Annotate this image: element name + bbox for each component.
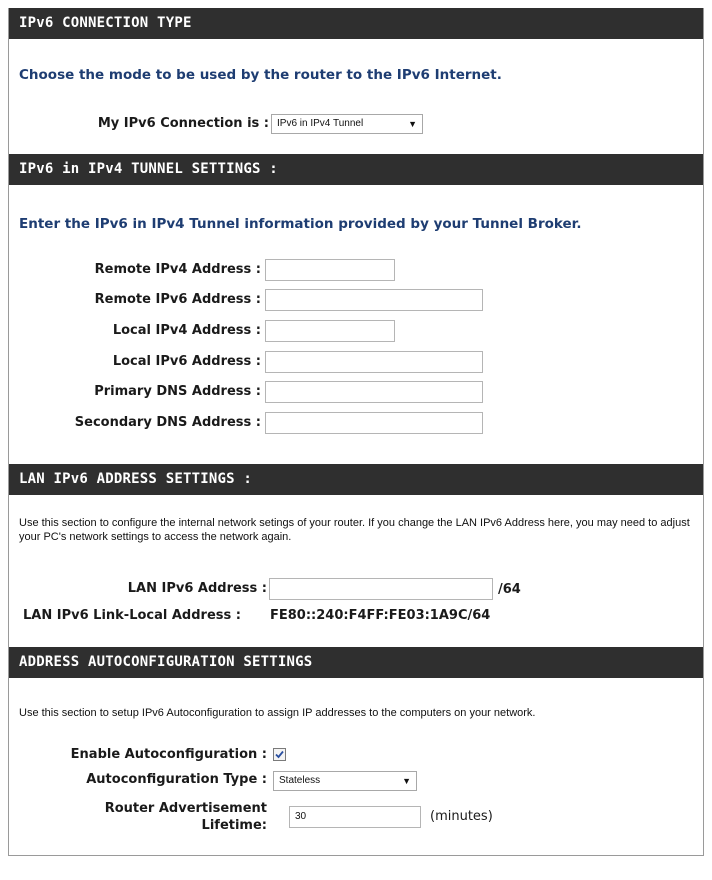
lan-settings-intro: Use this section to configure the internal network setings of your router. If you change the LAN IPv6 Address here, you may need to adjust your PC's network settings to access the network again.	[19, 517, 690, 543]
local-ipv6-input[interactable]	[265, 351, 483, 373]
checkmark-icon	[274, 749, 285, 760]
link-local-row	[9, 604, 703, 630]
lifetime-unit: (minutes)	[430, 809, 493, 824]
tunnel-settings-section	[8, 154, 704, 454]
connection-type-row	[9, 112, 703, 138]
lifetime-label-line2: Lifetime:	[201, 818, 267, 833]
connection-type-header: IPv6 CONNECTION TYPE	[9, 8, 703, 39]
lifetime-label-line1: Router Advertisement	[104, 801, 267, 816]
autoconfig-type-value: Stateless	[279, 775, 321, 786]
connection-type-value: IPv6 in IPv4 Tunnel	[277, 118, 364, 129]
local-ipv6-row	[9, 350, 703, 376]
lan-address-input[interactable]	[269, 578, 493, 600]
remote-ipv6-label: Remote IPv6 Address :	[94, 292, 261, 307]
connection-type-select[interactable]	[271, 114, 423, 134]
primary-dns-label: Primary DNS Address :	[94, 384, 261, 399]
local-ipv4-label: Local IPv4 Address :	[112, 323, 261, 338]
autoconfig-intro: Use this section to setup IPv6 Autoconfiguration to assign IP addresses to the computers on your network.	[19, 707, 536, 719]
local-ipv4-row	[9, 319, 703, 345]
local-ipv6-label: Local IPv6 Address :	[112, 354, 261, 369]
enable-autoconfig-row	[9, 742, 703, 768]
autoconfig-type-row	[9, 768, 703, 794]
tunnel-settings-header: IPv6 in IPv4 TUNNEL SETTINGS :	[9, 154, 703, 185]
connection-type-intro: Choose the mode to be used by the router to the IPv6 Internet.	[19, 67, 502, 83]
connection-type-section	[8, 8, 704, 154]
remote-ipv6-input[interactable]	[265, 289, 483, 311]
lan-settings-section	[8, 464, 704, 640]
chevron-down-icon: ▼	[408, 119, 417, 129]
enable-autoconfig-checkbox[interactable]	[273, 748, 286, 761]
enable-autoconfig-label: Enable Autoconfiguration :	[70, 747, 267, 762]
chevron-down-icon: ▼	[402, 776, 411, 786]
remote-ipv4-input[interactable]	[265, 259, 395, 281]
tunnel-settings-intro: Enter the IPv6 in IPv4 Tunnel information provided by your Tunnel Broker.	[19, 216, 582, 232]
lan-address-label: LAN IPv6 Address :	[127, 581, 267, 596]
autoconfig-type-label: Autoconfiguration Type :	[86, 772, 267, 787]
link-local-value: FE80::240:F4FF:FE03:1A9C/64	[270, 608, 491, 623]
link-local-label: LAN IPv6 Link-Local Address :	[23, 608, 241, 623]
remote-ipv4-row	[9, 258, 703, 284]
autoconfig-type-select[interactable]	[273, 771, 417, 791]
connection-type-label: My IPv6 Connection is :	[97, 116, 269, 131]
primary-dns-row	[9, 380, 703, 406]
lan-prefix-suffix: /64	[498, 582, 521, 597]
secondary-dns-label: Secondary DNS Address :	[74, 415, 261, 430]
autoconfig-header: ADDRESS AUTOCONFIGURATION SETTINGS	[9, 647, 703, 678]
remote-ipv6-row	[9, 288, 703, 314]
lifetime-input[interactable]: 30	[289, 806, 421, 828]
local-ipv4-input[interactable]	[265, 320, 395, 342]
primary-dns-input[interactable]	[265, 381, 483, 403]
lifetime-row	[9, 797, 703, 837]
secondary-dns-row	[9, 411, 703, 437]
lan-settings-header: LAN IPv6 ADDRESS SETTINGS :	[9, 464, 703, 495]
lan-address-row	[9, 577, 703, 603]
bottom-border	[8, 855, 704, 856]
autoconfig-section	[8, 647, 704, 855]
remote-ipv4-label: Remote IPv4 Address :	[94, 262, 261, 277]
secondary-dns-input[interactable]	[265, 412, 483, 434]
